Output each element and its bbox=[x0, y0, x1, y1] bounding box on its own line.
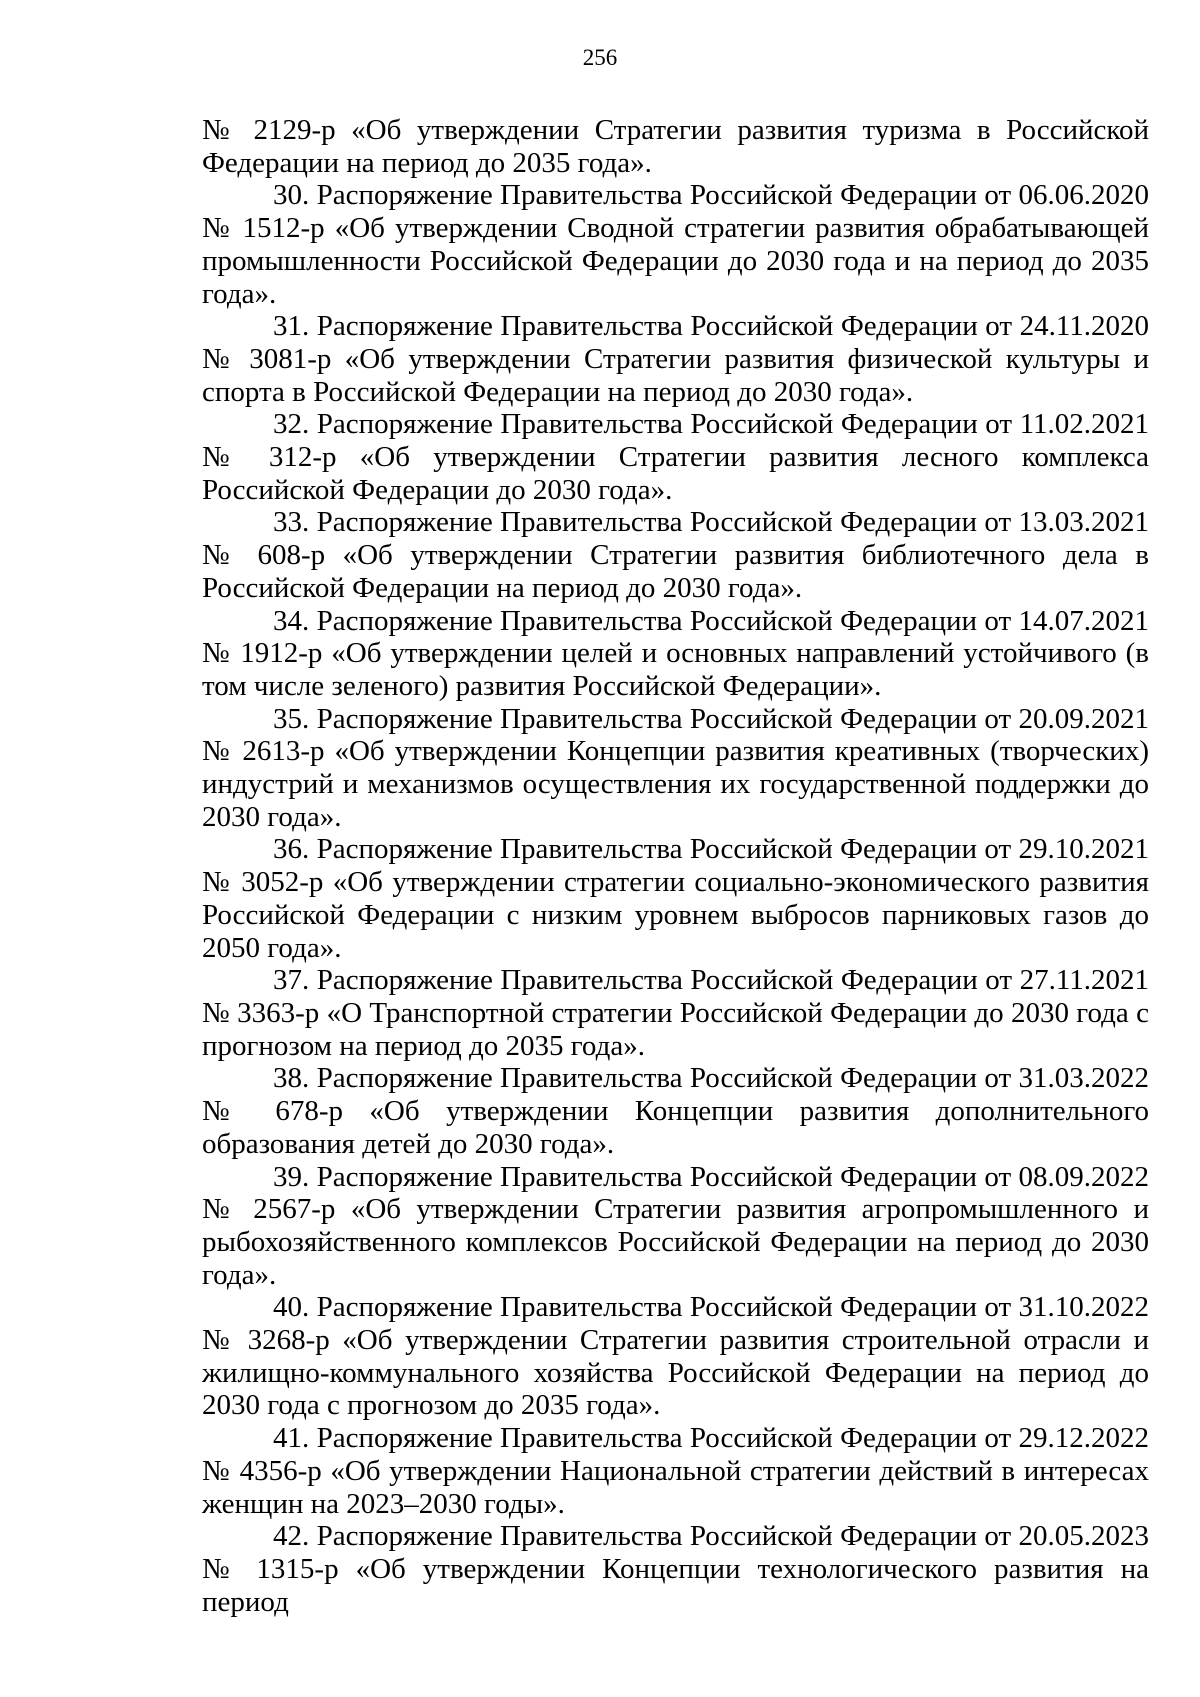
document-body bbox=[202, 114, 1149, 1618]
page-number: 256 bbox=[582, 45, 618, 70]
list-item-36: 36. Распоряжение Правительства Российской Федерации от 29.10.2021 № 3052-р «Об утверждении стратегии социально-экономического развития Российской Федерации с низким уровнем выбросов парниковых газов до 2050 года». bbox=[202, 833, 1149, 964]
list-item-31: 31. Распоряжение Правительства Российской Федерации от 24.11.2020 № 3081-р «Об утверждении Стратегии развития физической культуры и спорта в Российской Федерации на период до 2030 года». bbox=[202, 310, 1149, 408]
list-item-34: 34. Распоряжение Правительства Российской Федерации от 14.07.2021 № 1912-р «Об утверждении целей и основных направлений устойчивого (в том числе зеленого) развития Российской Федерации». bbox=[202, 604, 1149, 702]
list-item-42: 42. Распоряжение Правительства Российской Федерации от 20.05.2023 № 1315-р «Об утверждении Концепции технологического развития на период bbox=[202, 1520, 1149, 1618]
paragraph-continuation: № 2129-р «Об утверждении Стратегии развития туризма в Российской Федерации на период до 2035 года». bbox=[202, 114, 1149, 179]
list-item-39: 39. Распоряжение Правительства Российской Федерации от 08.09.2022 № 2567-р «Об утверждении Стратегии развития агропромышленного и рыбохозяйственного комплексов Российской Федерации на период до 2030 года». bbox=[202, 1160, 1149, 1291]
list-item-38: 38. Распоряжение Правительства Российской Федерации от 31.03.2022 № 678-р «Об утверждении Концепции развития дополнительного образования детей до 2030 года». bbox=[202, 1062, 1149, 1160]
list-item-41: 41. Распоряжение Правительства Российской Федерации от 29.12.2022 № 4356-р «Об утверждении Национальной стратегии действий в интересах женщин на 2023–2030 годы». bbox=[202, 1422, 1149, 1520]
list-item-37: 37. Распоряжение Правительства Российской Федерации от 27.11.2021 № 3363-р «О Транспортной стратегии Российской Федерации до 2030 года с прогнозом на период до 2035 года». bbox=[202, 964, 1149, 1062]
list-item-33: 33. Распоряжение Правительства Российской Федерации от 13.03.2021 № 608-р «Об утверждении Стратегии развития библиотечного дела в Российской Федерации на период до 2030 года». bbox=[202, 506, 1149, 604]
list-item-35: 35. Распоряжение Правительства Российской Федерации от 20.09.2021 № 2613-р «Об утверждении Концепции развития креативных (творческих) индустрий и механизмов осуществления их государственной поддержки до 2030 года». bbox=[202, 702, 1149, 833]
list-item-40: 40. Распоряжение Правительства Российской Федерации от 31.10.2022 № 3268-р «Об утверждении Стратегии развития строительной отрасли и жилищно-коммунального хозяйства Российской Федерации на период до 2030 года с прогнозом до 2035 года». bbox=[202, 1291, 1149, 1422]
list-item-32: 32. Распоряжение Правительства Российской Федерации от 11.02.2021 № 312-р «Об утверждении Стратегии развития лесного комплекса Российской Федерации до 2030 года». bbox=[202, 408, 1149, 506]
list-item-30: 30. Распоряжение Правительства Российской Федерации от 06.06.2020 № 1512-р «Об утверждении Сводной стратегии развития обрабатывающей промышленности Российской Федерации до 2030 года и на период до 2035 года». bbox=[202, 179, 1149, 310]
